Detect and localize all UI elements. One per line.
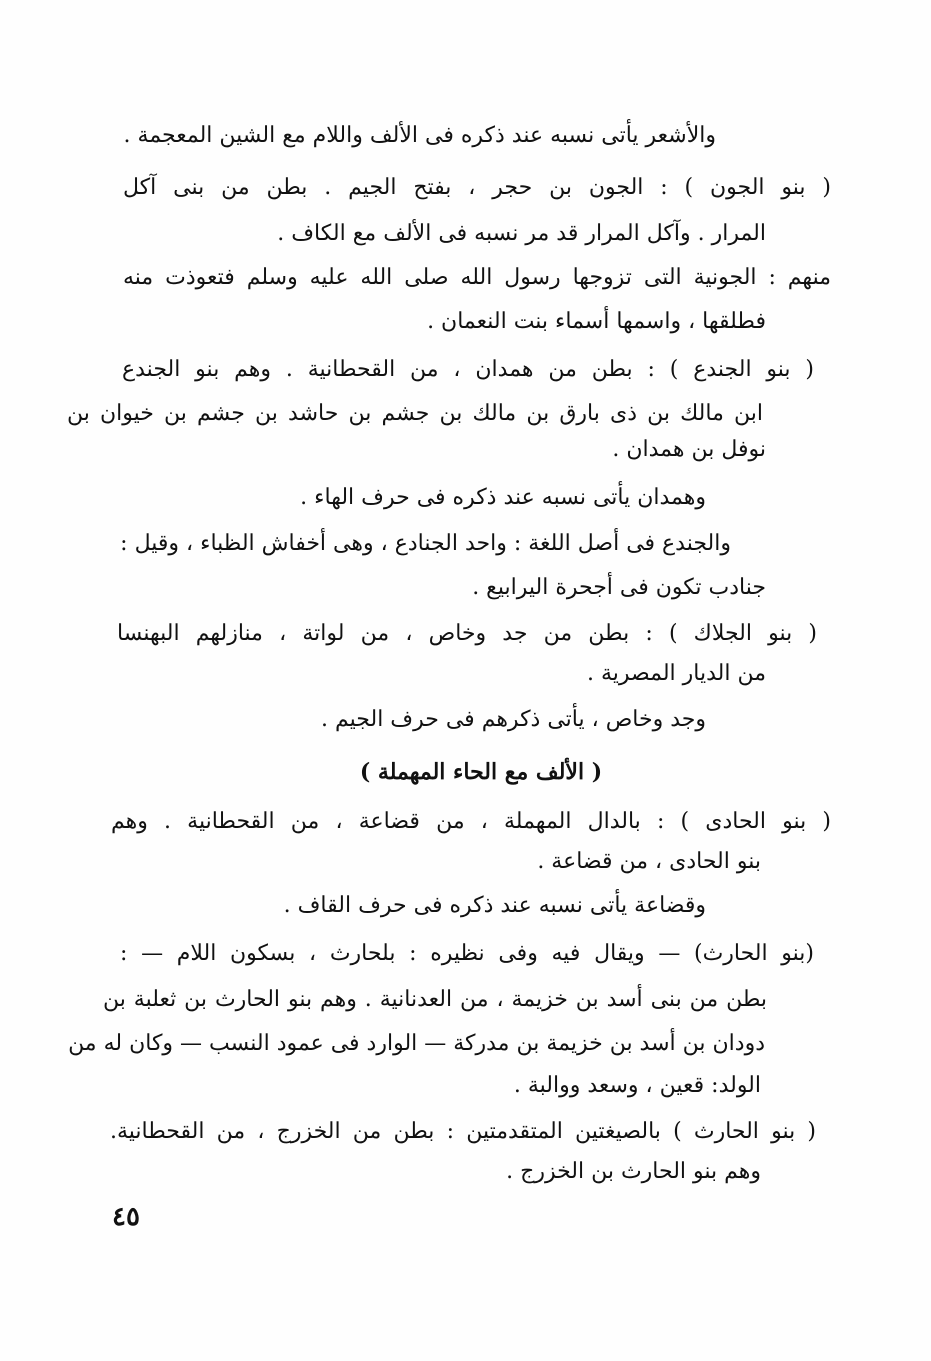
text-line: بطن من بنى أسد بن خزيمة ، من العدنانية . وهم بنو الحارث بن ثعلبة بن (103, 987, 767, 1012)
text-line: ( بنو الجون ) : الجون بن حجر ، بفتح الجيم . بطن من بنى آكل (123, 175, 831, 200)
text-line: ابن مالك بن ذى بارق بن مالك بن جشم بن حاشد بن جشم بن خيوان بن (67, 401, 763, 426)
text-line: من الديار المصرية . (587, 661, 766, 686)
text-line: ( بنو الجلاك ) : بطن من جد وخاص ، من لواتة ، منازلهم البهنسا (117, 621, 817, 646)
text-line: المرار . وآكل المرار قد مر نسبه فى الألف مع الكاف . (277, 221, 766, 246)
text-line: (بنو الحارث) — ويقال فيه وفى نظيره : بلحارث ، بسكون اللام — : (120, 941, 814, 966)
text-line: والأشعر يأتى نسبه عند ذكره فى الألف واللام مع الشين المعجمة . (123, 123, 716, 148)
text-line: الولد: قعين ، وسعد ووالبة . (513, 1073, 761, 1098)
text-line: وجد وخاص ، يأتى ذكرهم فى حرف الجيم . (321, 707, 706, 732)
text-line: ( بنو الحارث ) بالصيغتين المتقدمتين : بطن من الخزرج ، من القحطانية. (110, 1119, 816, 1144)
text-line: دودان بن أسد بن خزيمة بن مدركة — الوارد فى عمود النسب — وكان له من (68, 1031, 765, 1056)
text-line: وقضاعة يأتى نسبه عند ذكره فى حرف القاف . (283, 893, 706, 918)
text-line: جنادب تكون فى أجحرة اليرابيع . (472, 575, 766, 600)
page-number: ٤٥ (112, 1202, 140, 1232)
text-line: فطلقها ، واسمها أسماء بنت النعمان . (427, 309, 766, 334)
text-line: نوفل بن همدان . (612, 437, 766, 462)
text-line: وهمدان يأتى نسبه عند ذكره فى حرف الهاء . (300, 485, 706, 510)
text-line: والجندع فى أصل اللغة : واحد الجنادع ، وهى أخفاش الظباء ، وقيل : (120, 531, 731, 556)
text-line: وهم بنو الحارث بن الخزرج . (506, 1159, 761, 1184)
text-line: بنو الحادى ، من قضاعة . (537, 849, 761, 874)
section-heading: ( الألف مع الحاء المهملة ) (359, 759, 603, 785)
text-line: ( بنو الحادى ) : بالدال المهملة ، من قضاعة ، من القحطانية . وهم (111, 809, 831, 834)
text-line: منهم : الجونية التى تزوجها رسول الله صلى الله عليه وسلم فتعوذت منه (123, 265, 831, 290)
text-line: ( بنو الجندع ) : بطن من همدان ، من القحطانية . وهم بنو الجندع (122, 357, 814, 382)
